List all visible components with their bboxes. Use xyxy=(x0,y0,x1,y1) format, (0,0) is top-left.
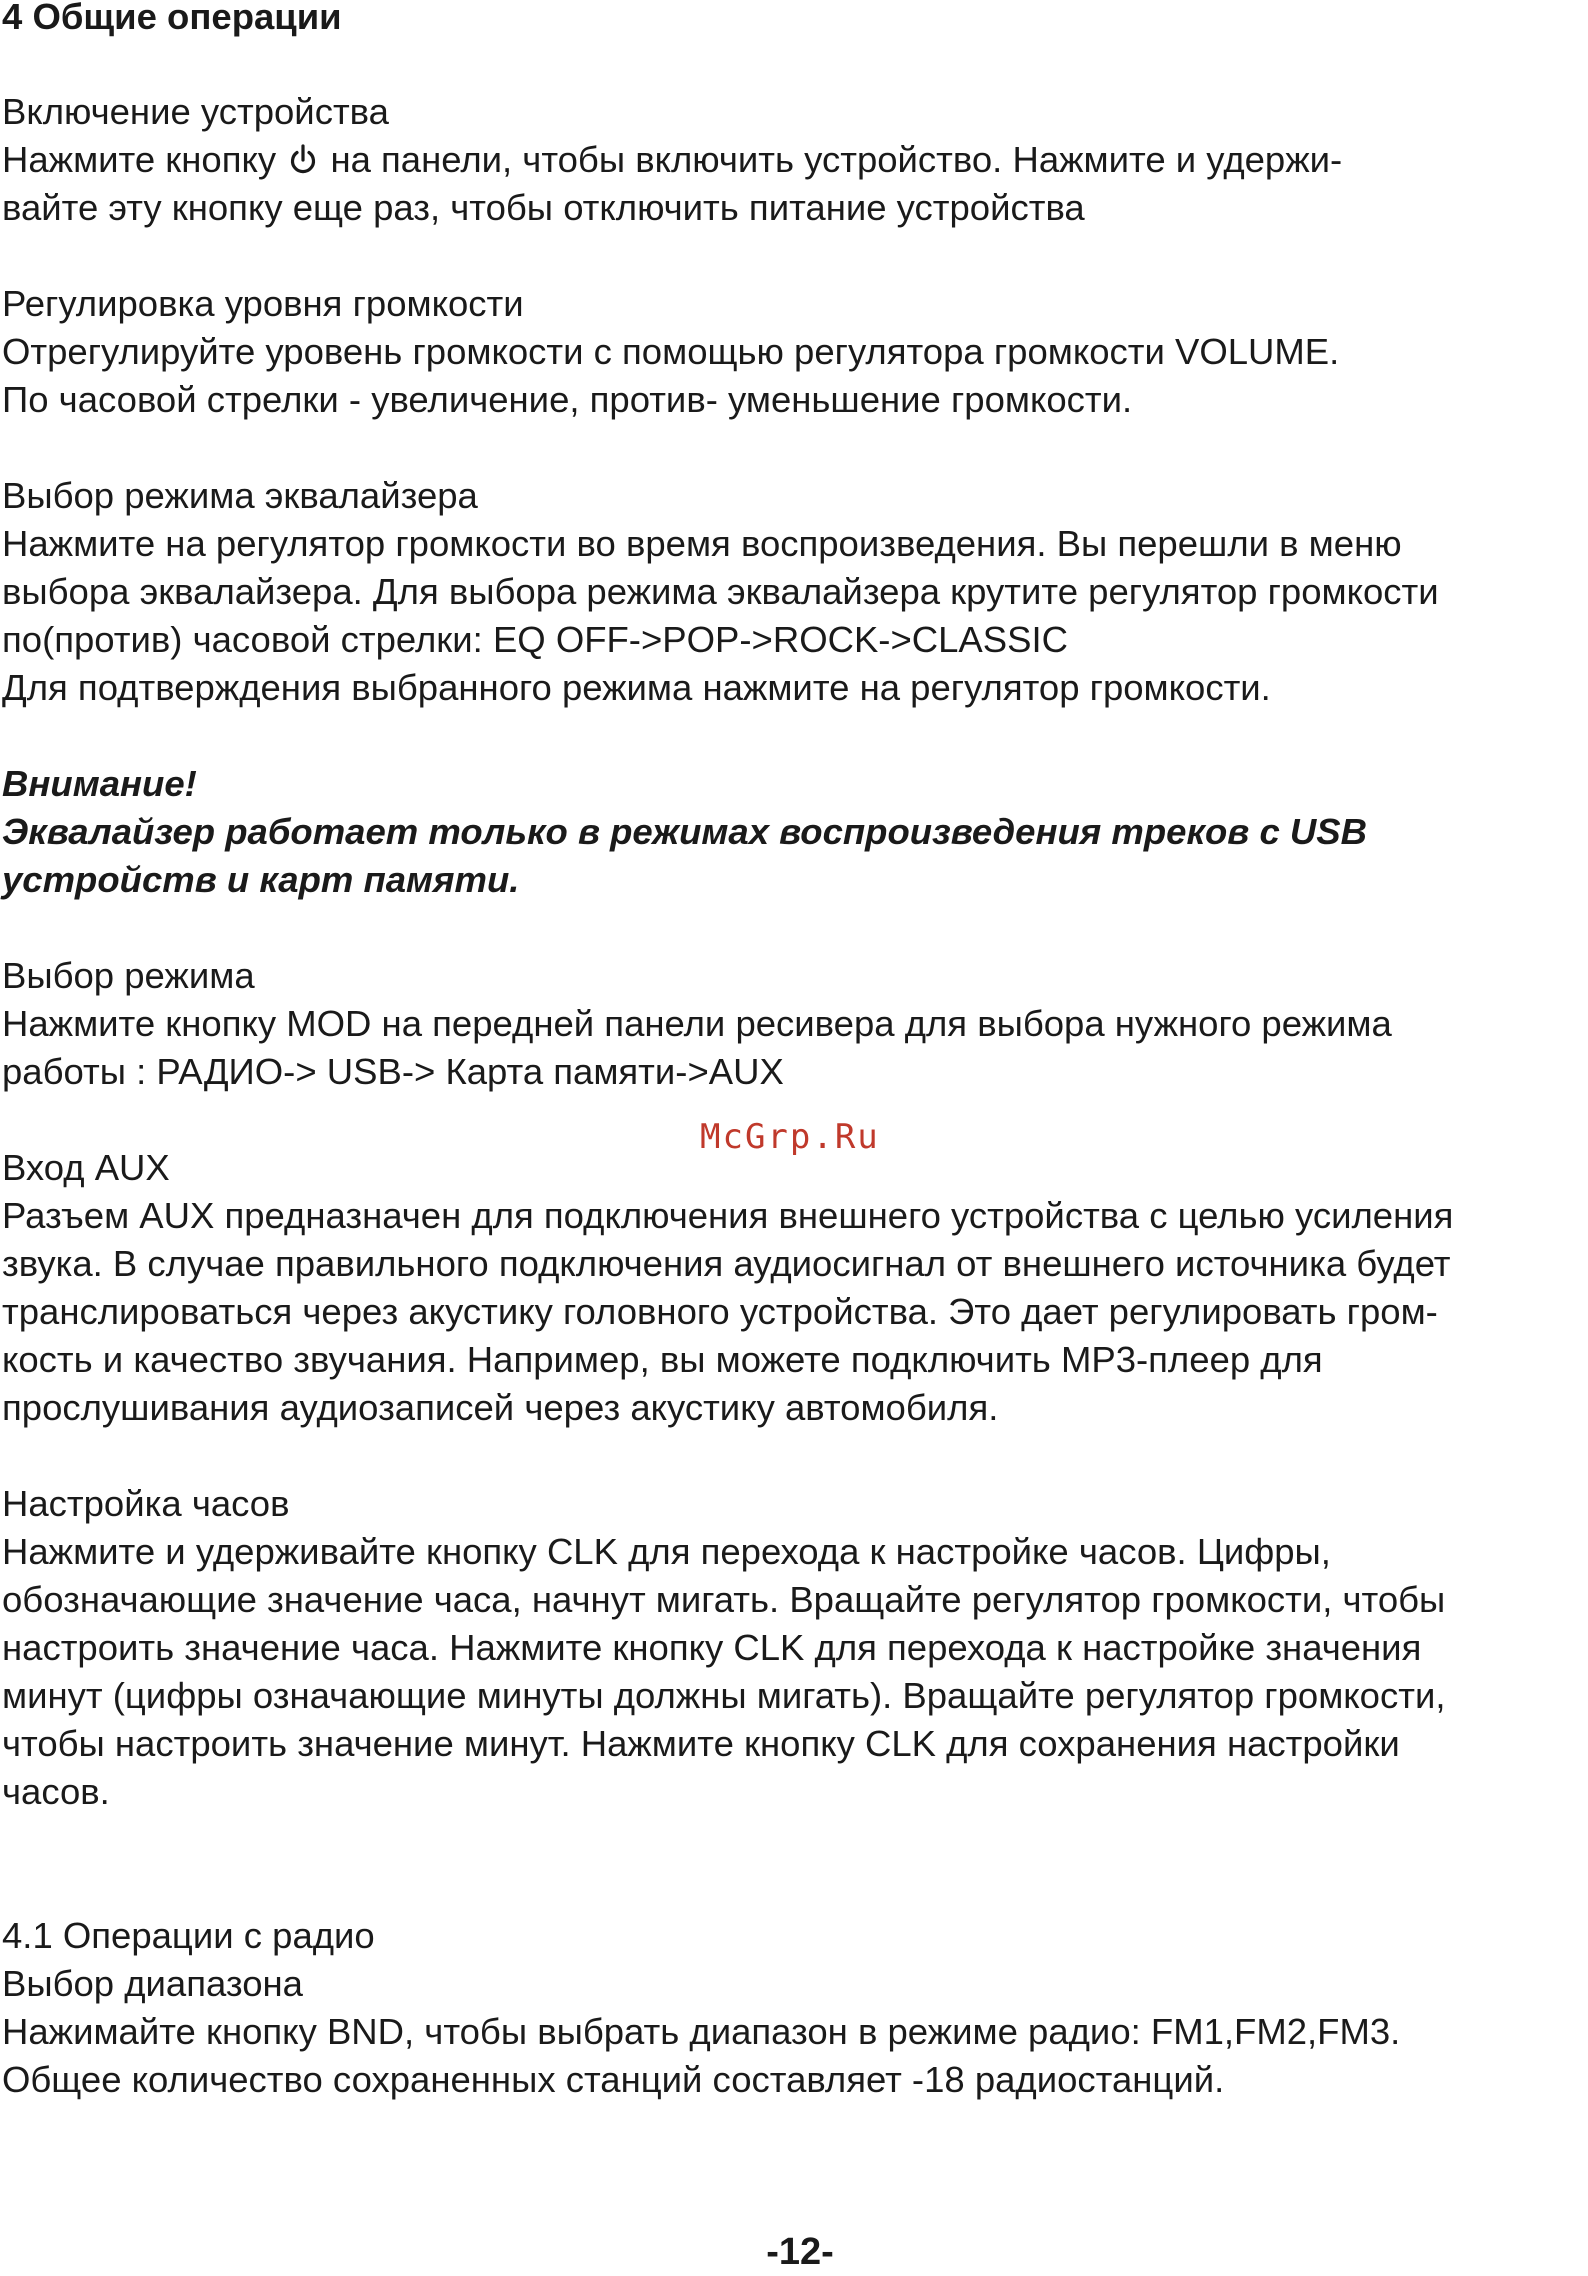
volume-line-1: Отрегулируйте уровень громкости с помощью регулятора громкости VOLUME. xyxy=(2,331,1340,372)
watermark: McGrp.Ru xyxy=(700,1117,880,1157)
warning-title: Внимание! xyxy=(2,763,197,804)
clock-line-4: минут (цифры означающие минуты должны мигать). Вращайте регулятор громкости, xyxy=(2,1675,1446,1716)
page-number: -12- xyxy=(766,2231,834,2273)
radio-line-2: Общее количество сохраненных станций составляет -18 радиостанций. xyxy=(2,2059,1225,2100)
power-heading: Включение устройства xyxy=(2,91,389,132)
radio-line-1: Нажимайте кнопку BND, чтобы выбрать диапазон в режиме радио: FM1,FM2,FM3. xyxy=(2,2011,1401,2052)
power-icon xyxy=(288,143,318,177)
aux-line-2: звука. В случае правильного подключения аудиосигнал от внешнего источника будет xyxy=(2,1243,1451,1284)
clock-line-1: Нажмите и удерживайте кнопку CLK для перехода к настройке часов. Цифры, xyxy=(2,1531,1331,1572)
radio-heading: 4.1 Операции с радио xyxy=(2,1915,375,1956)
clock-line-6: часов. xyxy=(2,1771,110,1812)
equalizer-line-4: Для подтверждения выбранного режима нажмите на регулятор громкости. xyxy=(2,667,1271,708)
aux-line-3: транслироваться через акустику головного устройства. Это дает регулировать гром- xyxy=(2,1291,1438,1332)
equalizer-line-3: по(против) часовой стрелки: EQ OFF->POP->ROCK->CLASSIC xyxy=(2,619,1068,660)
power-line-1 xyxy=(2,136,1342,184)
equalizer-line-2: выбора эквалайзера. Для выбора режима эквалайзера крутите регулятор громкости xyxy=(2,571,1439,612)
mode-heading: Выбор режима xyxy=(2,955,255,996)
aux-line-5: прослушивания аудиозаписей через акустику автомобиля. xyxy=(2,1387,999,1428)
equalizer-line-1: Нажмите на регулятор громкости во время воспроизведения. Вы перешли в меню xyxy=(2,523,1402,564)
power-line-1-before: Нажмите кнопку xyxy=(2,139,277,180)
power-line-2: вайте эту кнопку еще раз, чтобы отключить питание устройства xyxy=(2,187,1085,228)
clock-heading: Настройка часов xyxy=(2,1483,290,1524)
clock-line-2: обозначающие значение часа, начнут мигать. Вращайте регулятор громкости, чтобы xyxy=(2,1579,1446,1620)
aux-line-1: Разъем AUX предназначен для подключения внешнего устройства с целью усиления xyxy=(2,1195,1454,1236)
power-line-1-after: на панели, чтобы включить устройство. Нажмите и удержи- xyxy=(330,139,1343,180)
section-title: 4 Общие операции xyxy=(2,0,342,37)
warning-line-2: устройств и карт памяти. xyxy=(2,859,520,900)
warning-line-1: Эквалайзер работает только в режимах воспроизведения треков с USB xyxy=(2,811,1367,852)
clock-line-3: настроить значение часа. Нажмите кнопку CLK для перехода к настройке значения xyxy=(2,1627,1422,1668)
volume-heading: Регулировка уровня громкости xyxy=(2,283,524,324)
equalizer-heading: Выбор режима эквалайзера xyxy=(2,475,478,516)
aux-heading: Вход AUX xyxy=(2,1147,170,1188)
mode-line-2: работы : РАДИО-> USB-> Карта памяти->AUX xyxy=(2,1051,784,1092)
volume-line-2: По часовой стрелки - увеличение, против- уменьшение громкости. xyxy=(2,379,1133,420)
mode-line-1: Нажмите кнопку MOD на передней панели ресивера для выбора нужного режима xyxy=(2,1003,1392,1044)
radio-subheading: Выбор диапазона xyxy=(2,1963,303,2004)
clock-line-5: чтобы настроить значение минут. Нажмите кнопку CLK для сохранения настройки xyxy=(2,1723,1400,1764)
aux-line-4: кость и качество звучания. Например, вы можете подключить MP3-плеер для xyxy=(2,1339,1323,1380)
